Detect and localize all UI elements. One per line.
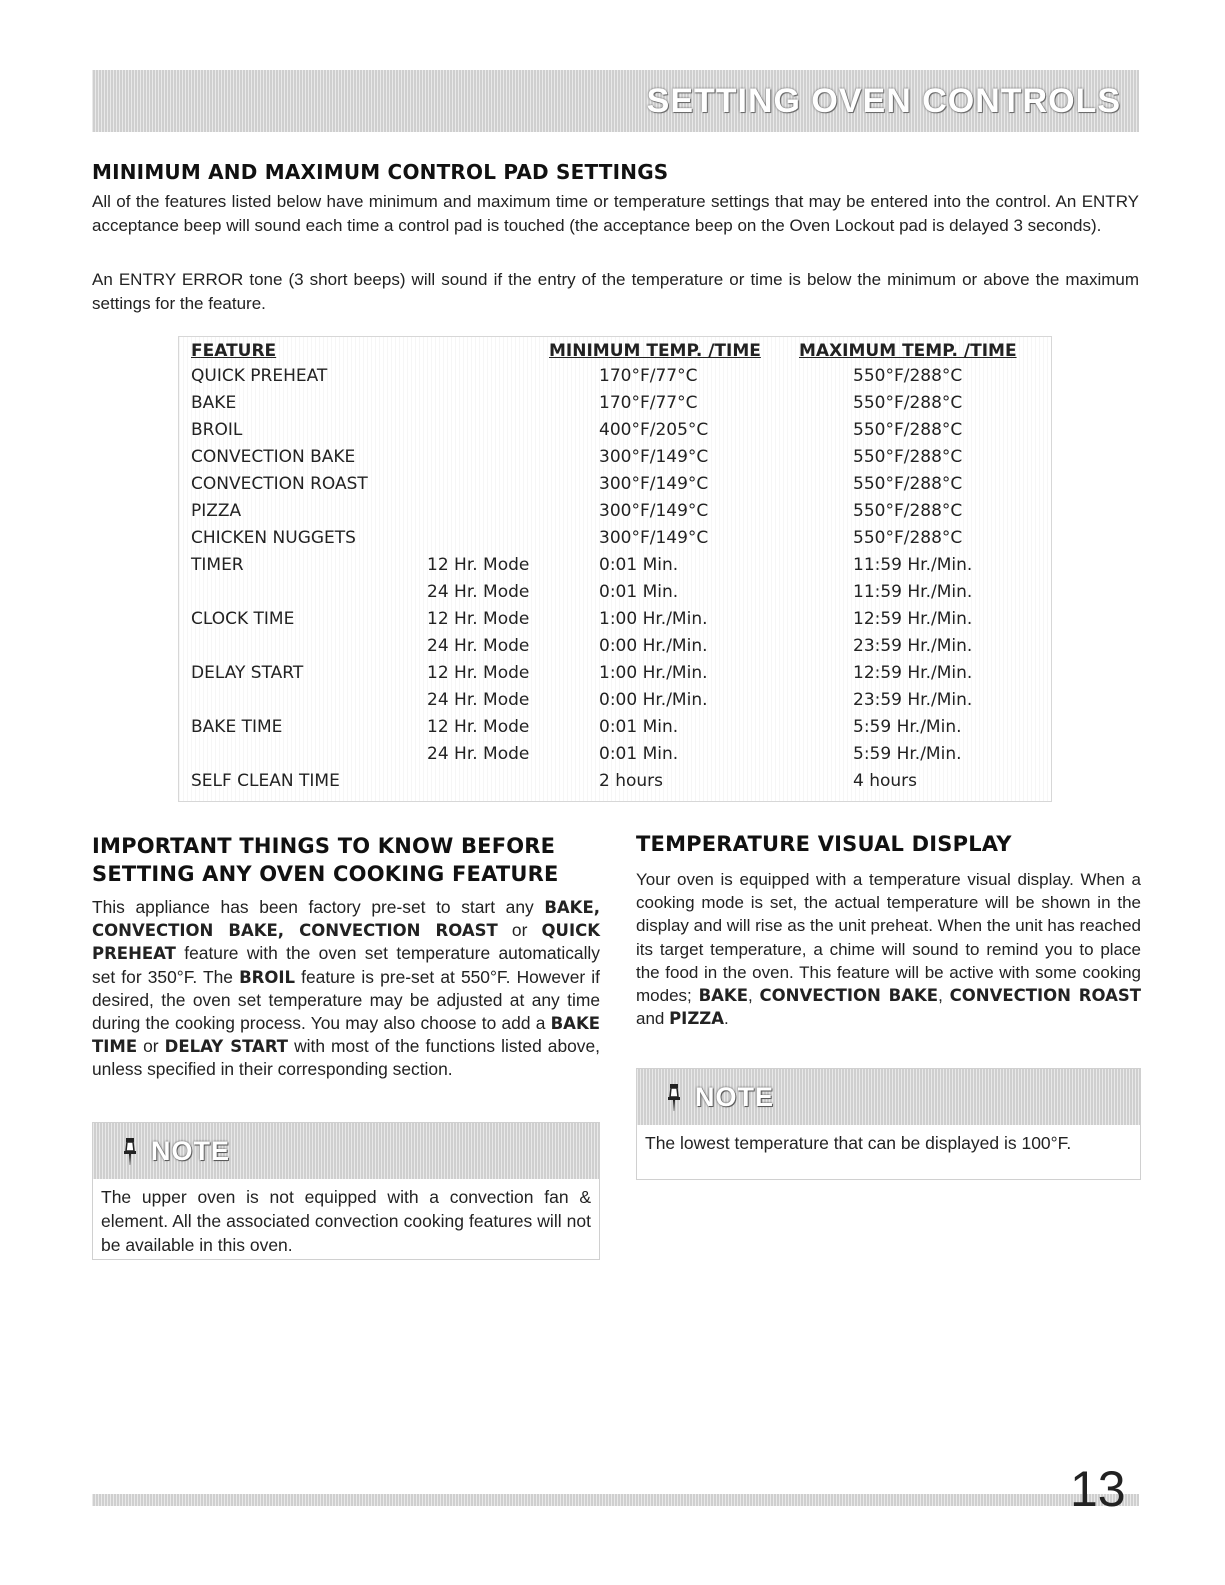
- table-cell-feature: CONVECTION ROAST: [191, 474, 368, 494]
- table-row: [179, 580, 1051, 607]
- table-cell-max: 550°F/288°C: [853, 393, 963, 413]
- page-number: 13: [1070, 1461, 1126, 1517]
- table-row: [179, 553, 1051, 580]
- section-title-min-max: MINIMUM AND MAXIMUM CONTROL PAD SETTINGS: [92, 160, 669, 184]
- table-cell-min: 170°F/77°C: [599, 393, 698, 413]
- table-header-max: MAXIMUM TEMP. /TIME: [799, 341, 1017, 361]
- table-cell-mode: 24 Hr. Mode: [427, 690, 530, 710]
- table-row: [179, 391, 1051, 418]
- table-cell-max: 12:59 Hr./Min.: [853, 663, 973, 683]
- table-cell-max: 550°F/288°C: [853, 528, 963, 548]
- note-label: NOTE: [695, 1081, 775, 1112]
- text-run: or: [497, 920, 542, 941]
- table-cell-max: 11:59 Hr./Min.: [853, 582, 973, 602]
- table-cell-min: 400°F/205°C: [599, 420, 709, 440]
- bold-run: BROIL: [239, 967, 296, 987]
- table-cell-feature: BROIL: [191, 420, 243, 440]
- table-row: [179, 634, 1051, 661]
- table-header-feature: FEATURE: [191, 341, 277, 361]
- note-text: The lowest temperature that can be displayed is 100°F.: [645, 1133, 1072, 1153]
- bold-run: CONVECTION BAKE: [759, 986, 939, 1006]
- note-box-lowest-temperature: [636, 1068, 1141, 1180]
- text-run: ,: [747, 986, 760, 1006]
- table-cell-feature: CONVECTION BAKE: [191, 447, 356, 467]
- bold-run: BAKE: [698, 986, 748, 1006]
- table-cell-min: 300°F/149°C: [599, 474, 709, 494]
- table-cell-min: 0:01 Min.: [599, 555, 679, 575]
- bold-run: CONVECTION ROAST: [949, 986, 1141, 1006]
- table-cell-max: 550°F/288°C: [853, 366, 963, 386]
- table-cell-min: 0:00 Hr./Min.: [599, 690, 708, 710]
- table-row: [179, 607, 1051, 634]
- table-cell-min: 0:01 Min.: [599, 582, 679, 602]
- text-run: This appliance has been factory pre-set to start any: [92, 897, 545, 917]
- table-cell-min: 170°F/77°C: [599, 366, 698, 386]
- note-text: The upper oven is not equipped with a convection fan & element. All the associated convection cooking features will not be available in this oven.: [101, 1187, 591, 1255]
- section-paragraph-factory-preset: [92, 896, 600, 1082]
- note-header: [93, 1123, 599, 1179]
- table-cell-min: 0:00 Hr./Min.: [599, 636, 708, 656]
- table-cell-max: 4 hours: [853, 771, 918, 791]
- table-cell-max: 550°F/288°C: [853, 501, 963, 521]
- table-cell-max: 5:59 Hr./Min.: [853, 717, 962, 737]
- settings-table: [178, 336, 1052, 802]
- table-row: [179, 688, 1051, 715]
- text-run: .: [724, 1009, 729, 1029]
- table-cell-feature: CHICKEN NUGGETS: [191, 528, 356, 548]
- table-cell-mode: 12 Hr. Mode: [427, 663, 530, 683]
- table-cell-mode: 12 Hr. Mode: [427, 717, 530, 737]
- table-cell-min: 1:00 Hr./Min.: [599, 663, 708, 683]
- table-cell-mode: 24 Hr. Mode: [427, 582, 530, 602]
- text-run: feature with the oven set temperature automatically set for 350°F. The: [92, 943, 600, 987]
- table-cell-feature: TIMER: [191, 555, 244, 575]
- pushpin-icon: [123, 1136, 137, 1166]
- text-run: or: [137, 1036, 165, 1057]
- table-cell-max: 12:59 Hr./Min.: [853, 609, 973, 629]
- table-cell-mode: 24 Hr. Mode: [427, 744, 530, 764]
- table-row: [179, 661, 1051, 688]
- table-cell-min: 300°F/149°C: [599, 447, 709, 467]
- text-run: ,: [938, 986, 950, 1006]
- table-cell-max: 550°F/288°C: [853, 420, 963, 440]
- table-cell-mode: 12 Hr. Mode: [427, 609, 530, 629]
- table-cell-feature: PIZZA: [191, 501, 242, 521]
- table-cell-min: 300°F/149°C: [599, 528, 709, 548]
- table-cell-min: 300°F/149°C: [599, 501, 709, 521]
- table-row: [179, 472, 1051, 499]
- table-row: [179, 418, 1051, 445]
- table-cell-min: 1:00 Hr./Min.: [599, 609, 708, 629]
- text-run: and: [636, 1009, 670, 1029]
- table-row: [179, 769, 1051, 796]
- table-header-min: MINIMUM TEMP. /TIME: [549, 341, 761, 361]
- table-cell-min: 2 hours: [599, 771, 664, 791]
- table-cell-max: 11:59 Hr./Min.: [853, 555, 973, 575]
- table-cell-max: 550°F/288°C: [853, 447, 963, 467]
- table-row: [179, 499, 1051, 526]
- page-title: SETTING OVEN CONTROLS: [646, 81, 1121, 120]
- table-cell-mode: 12 Hr. Mode: [427, 555, 530, 575]
- bold-run: BAKE TIME: [92, 1014, 600, 1057]
- table-cell-min: 0:01 Min.: [599, 744, 679, 764]
- bold-run: QUICK PREHEAT: [92, 921, 600, 964]
- table-cell-max: 23:59 Hr./Min.: [853, 636, 973, 656]
- table-cell-max: 550°F/288°C: [853, 474, 963, 494]
- table-cell-feature: CLOCK TIME: [191, 609, 295, 629]
- table-row: [179, 364, 1051, 391]
- section-paragraph-entry-error: An ENTRY ERROR tone (3 short beeps) will sound if the entry of the temperature or time is below the minimum or above the maximum settings for the feature.: [92, 270, 1139, 313]
- note-header: [637, 1069, 1140, 1125]
- section-paragraph-visual-display: [636, 868, 1141, 1030]
- bold-run: BAKE, CONVECTION BAKE, CONVECTION ROAST: [92, 898, 600, 941]
- table-cell-max: 5:59 Hr./Min.: [853, 744, 962, 764]
- table-cell-feature: QUICK PREHEAT: [191, 366, 328, 386]
- table-cell-feature: BAKE: [191, 393, 237, 413]
- table-cell-feature: DELAY START: [191, 663, 304, 683]
- text-run: Your oven is equipped with a temperature visual display. When a cooking mode is set, the actual temperature will be shown in the display and will rise as the unit preheat. When the unit has reached its target temperature, a chime will sound to remind you to place the food in the oven. This feature will be active with some cooking modes;: [636, 870, 1141, 1006]
- text-run: feature is pre-set at 550°F. However if desired, the oven set temperature may be adjusted at any time during the cooking process. You may also choose to add a: [92, 966, 600, 1034]
- table-cell-feature: SELF CLEAN TIME: [191, 771, 340, 791]
- header-band: [92, 70, 1139, 132]
- section-title-important-things: IMPORTANT THINGS TO KNOW BEFORE SETTING ANY OVEN COOKING FEATURE: [92, 834, 559, 886]
- table-row: [179, 445, 1051, 472]
- table-header-row: [179, 337, 1051, 364]
- table-row: [179, 526, 1051, 553]
- table-row: [179, 715, 1051, 742]
- bold-run: DELAY START: [164, 1037, 289, 1057]
- footer-band: [92, 1494, 1139, 1506]
- table-cell-mode: 24 Hr. Mode: [427, 636, 530, 656]
- bold-run: PIZZA: [669, 1009, 725, 1029]
- section-title-temperature-display: TEMPERATURE VISUAL DISPLAY: [636, 832, 1012, 856]
- note-label: NOTE: [151, 1135, 231, 1166]
- note-box-upper-oven: [92, 1122, 600, 1260]
- pushpin-icon: [667, 1082, 681, 1112]
- table-cell-feature: BAKE TIME: [191, 717, 283, 737]
- table-cell-max: 23:59 Hr./Min.: [853, 690, 973, 710]
- table-row: [179, 742, 1051, 769]
- table-cell-min: 0:01 Min.: [599, 717, 679, 737]
- section-paragraph-entry-beep: All of the features listed below have minimum and maximum time or temperature settings that may be entered into the control. An ENTRY acceptance beep will sound each time a control pad is touched (the acceptance beep on the Oven Lockout pad is delayed 3 seconds).: [92, 192, 1139, 235]
- text-run: with most of the functions listed above, unless specified in their corresponding section.: [92, 1036, 600, 1080]
